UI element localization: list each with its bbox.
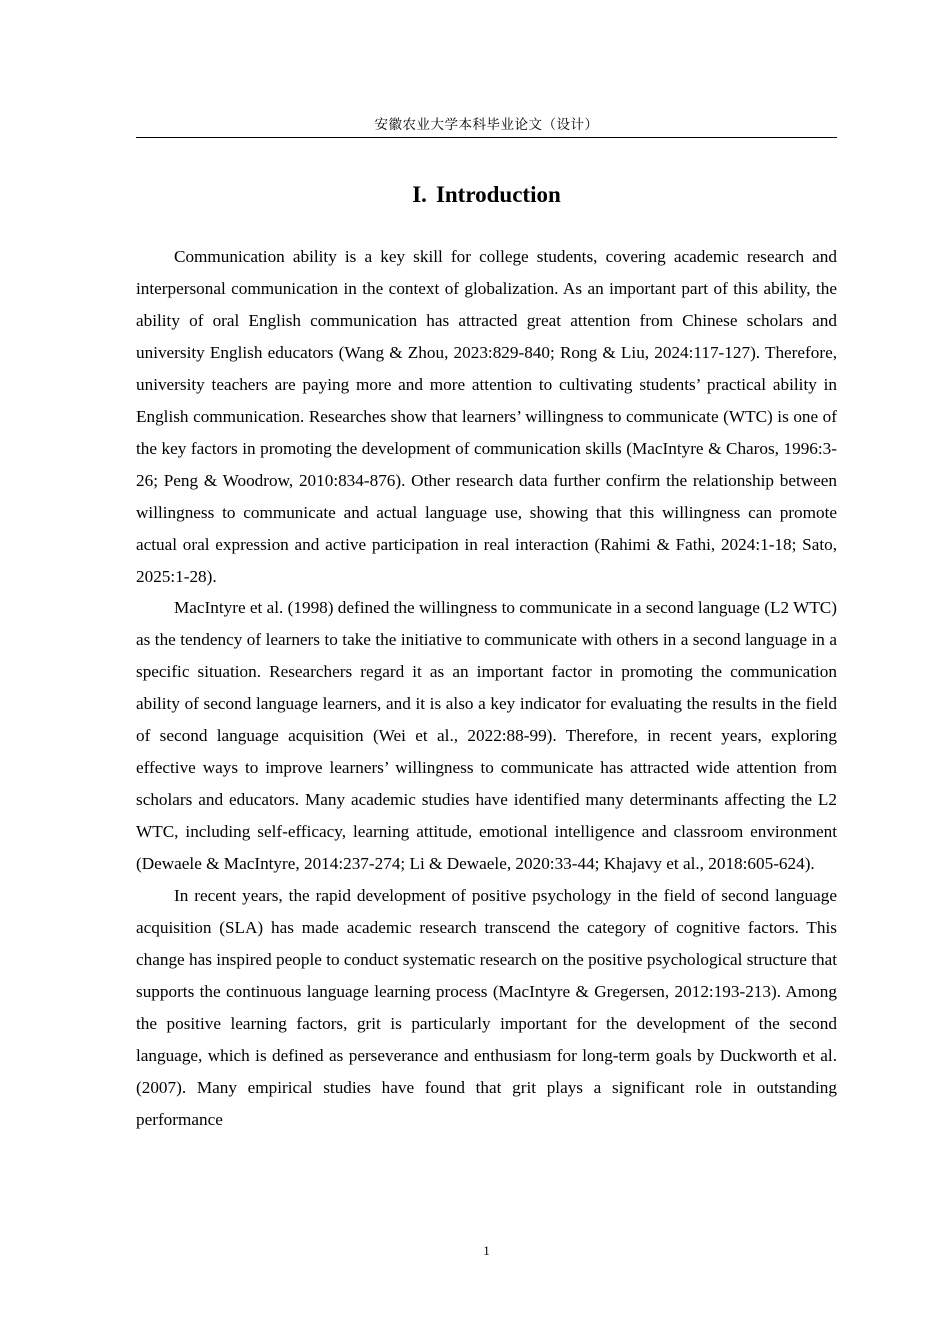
section-title-text: Introduction bbox=[435, 182, 561, 207]
paragraph: In recent years, the rapid development of positive psychology in the field of second language acquisition (SLA) has made academic research transcend the category of cognitive factors. This change has inspired people to conduct systematic research on the positive psychological structure that supports the continuous language learning process (MacIntyre & Gregersen, 2012:193-213). Among the positive learning factors, grit is particularly important for the development of the second language, which is defined as perseverance and enthusiasm for long-term goals by Duckworth et al. (2007). Many empirical studies have found that grit plays a significant role in outstanding performance bbox=[136, 886, 837, 1129]
header-rule bbox=[136, 137, 837, 138]
section-title bbox=[136, 179, 837, 211]
paragraph: Communication ability is a key skill for college students, covering academic research and interpersonal communication in the context of globalization. As an important part of this ability, the ability of oral English communication has attracted great attention from Chinese scholars and university English educators (Wang & Zhou, 2023:829-840; Rong & Liu, 2024:117-127). Therefore, university teachers are paying more and more attention to cultivating students’ practical ability in English communication. Researches show that learners’ willingness to communicate (WTC) is one of the key factors in promoting the development of communication skills (MacIntyre & Charos, 1996:3-26; Peng & Woodrow, 2010:834-876). Other research data further confirm the relationship between willingness to communicate and actual language use, showing that this willingness can promote actual oral expression and active participation in real interaction (Rahimi & Fathi, 2024:1-18; Sato, 2025:1-28). bbox=[136, 247, 837, 586]
section-number: I. bbox=[412, 182, 427, 207]
body-text bbox=[136, 241, 837, 1136]
running-header: 安徽农业大学本科毕业论文（设计） bbox=[374, 117, 599, 133]
paragraph: MacIntyre et al. (1998) defined the willingness to communicate in a second language (L2 WTC) as the tendency of learners to take the initiative to communicate with others in a second language in a specific situation. Researchers regard it as an important factor in promoting the communication ability of second language learners, and it is also a key indicator for evaluating the results in the field of second language acquisition (Wei et al., 2022:88-99). Therefore, in recent years, exploring effective ways to improve learners’ willingness to communicate has attracted wide attention from scholars and educators. Many academic studies have identified many determinants affecting the L2 WTC, including self-efficacy, learning attitude, emotional intelligence and classroom environment (Dewaele & MacIntyre, 2014:237-274; Li & Dewaele, 2020:33-44; Khajavy et al., 2018:605-624). bbox=[136, 598, 837, 874]
page-number: 1 bbox=[483, 1243, 490, 1258]
